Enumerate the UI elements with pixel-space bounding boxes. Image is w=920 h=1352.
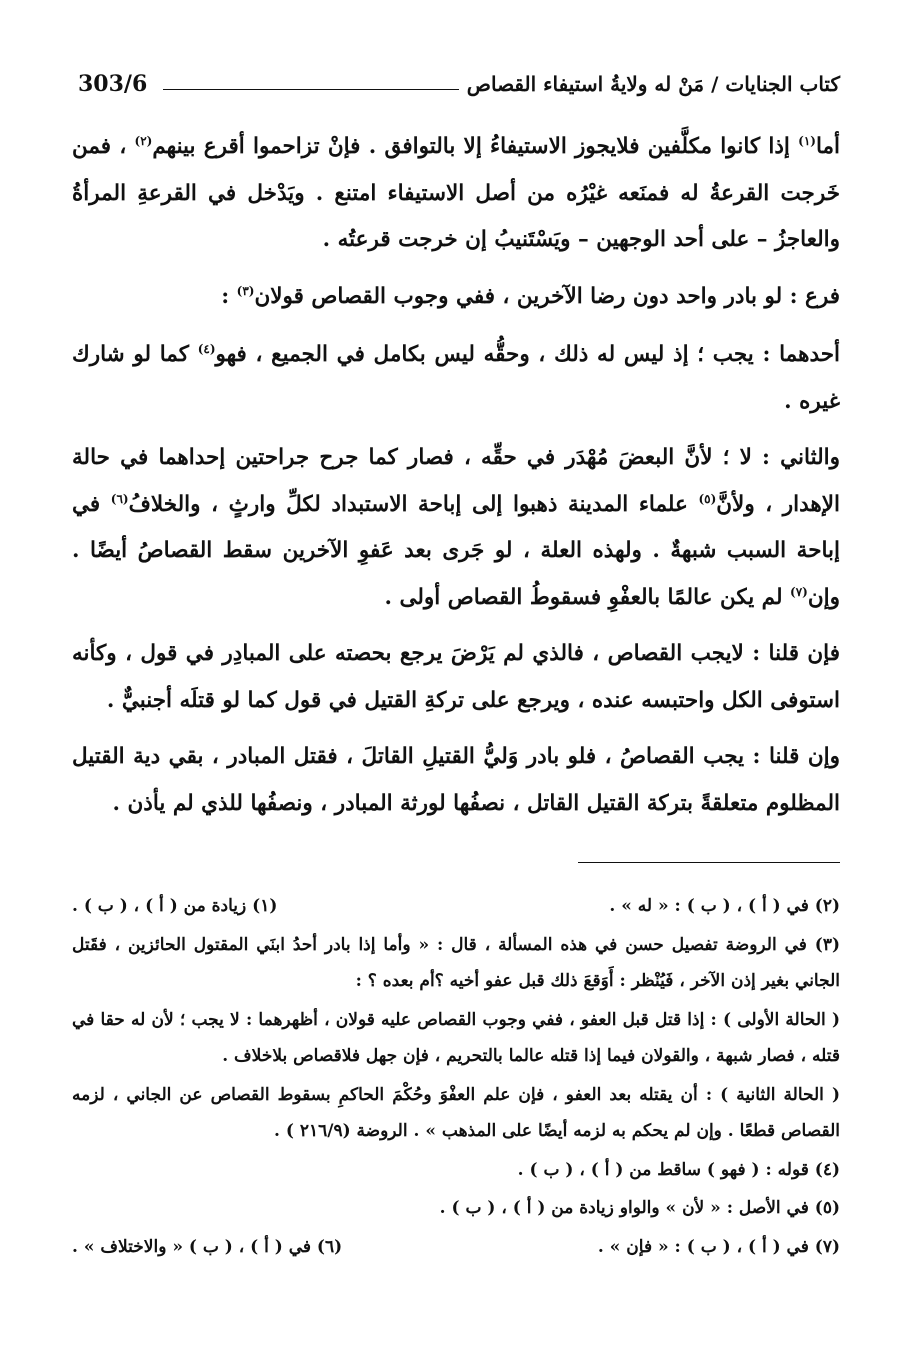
footnote-ref-7[interactable]: (٧) [790,584,808,599]
paragraph-first-opinion [72,332,840,425]
footnote-ref-5[interactable]: (٥) [698,491,717,506]
paragraph-if-obligatory: وإن قلنا : يجب القصاصُ ، فلو بادر وَليُّ القتيلِ القاتلَ ، فقتل المبادر ، بقي دية القتيل المظلوم متعلقةً بتركة القتيل القاتل ، نصفُها لورثة المبادر ، ونصفُها للذي لم يأذن . [72,744,840,816]
text-run: ، فمن خَرجت القرعةُ له فمنَعه غيْرُه من أصل الاستيفاء امتنع . ويَدْخل في القرعةِ المرأةُ والعاجزُ – على أحد الوجهين – ويَسْتَنيبُ إن خرجت قرعتُه . [72,134,840,252]
branch-label: فرع : [789,283,840,309]
footnote-7: (٧) في ( أ ) ، ( ب ) : « فإن » . [597,1236,840,1257]
footnote-row [72,888,840,925]
footnote-ref-6[interactable]: (٦) [110,491,129,506]
header-rule [163,89,459,90]
paragraph-if-not-obligatory: فإن قلنا : لايجب القصاص ، فالذي لم يَرْضَ يرجع بحصته على المبادِر في قول ، وكأنه استوفى الكل واحتبسه عنده ، ويرجع على تركةِ القتيل في قول كما لو قتلَه أجنبيٌّ . [72,641,840,713]
footnote-1: (١) زيادة من ( أ ) ، ( ب ) . [72,896,278,916]
text-run: في إباحة السبب شبهةٌ . ولهذه العلة ، لو جَرى بعد عَفوِ الآخرين سقط القصاصُ أيضًا . وإن [72,491,840,610]
text-run: علماء المدينة ذهبوا إلى إباحة الاستبداد لكلِّ وارثٍ ، والخلافُ [128,491,699,517]
footnote-5: (٥) في الأصل : « لأن » والواو زيادة من ( أ ) ، ( ب ) . [439,1198,840,1218]
footnote-ref-4[interactable]: (٤) [197,341,216,356]
footnote-row [72,1229,840,1266]
footnote-ref-2[interactable]: (٢) [134,133,153,148]
paragraph-second-opinion [72,435,840,621]
text-run: أحدهما : يجب ؛ إذ ليس له ذلك ، وحقُّه ليس بكامل في الجميع ، فهو [215,342,841,367]
running-title: كتاب الجنايات / مَنْ له ولايةُ استيفاء القصاص [466,72,840,96]
footnote-ref-3[interactable]: (٣) [236,283,255,298]
text-run: كما لو شارك غيره . [72,342,840,414]
footnotes [72,888,840,1267]
footnote-divider [578,862,840,863]
text-run: إذا كانوا مكلَّفين فلايجوز الاستيفاءُ إلا بالتوافق . فإنْ تزاحموا أقرع بينهم [152,134,799,159]
page-header [78,64,840,104]
footnote-3: (٣) في الروضة تفصيل حسن في هذه المسألة ، قال : « وأما إذا بادر أحدُ ابنَي المقتول الحائزين ، فقَتل الجاني بغير إذن الآخر ، فَيُنْظر : أَوَقعَ ذلك قبل عفو أخيه ؟أم بعده ؟ : [72,934,840,991]
paragraph-branch [72,274,840,321]
text-run: والثاني : لا ؛ لأنَّ البعضَ مُهْدَر في حقِّه ، فصار كما جرح جراحتين إحداهما في حالة الإهدار ، ولأنَّ [72,445,840,517]
text-run: لم يكن عالمًا بالعفْوِ فسقوطُ القصاص أولى . [384,584,791,610]
footnote-ref-1[interactable]: (١) [798,133,816,148]
footnote-2: (٢) في ( أ ) ، ( ب ) : « له » . [609,896,840,916]
text-run: لو بادر واحد دون رضا الآخرين ، ففي وجوب القصاص قولان [254,283,790,309]
text-run: : [221,283,237,309]
text-run: أما [815,134,840,159]
footnote-6: (٦) في ( أ ) ، ( ب ) « والاختلاف » . [72,1236,343,1257]
paragraph-1 [72,124,840,264]
footnote-3-state-2: ( الحالة الثانية ) : أن يقتله بعد العفو ، فإن علم العفْوَ وحُكْمَ الحاكمِ بسقوط القصاص عن الجاني ، لزمه القصاص قطعًا . وإن لم يحكم به لزمه أيضًا على المذهب » . الروضة (٢١٦/٩ ) . [72,1084,840,1141]
main-text [72,124,840,837]
footnote-3-state-1: ( الحالة الأولى ) : إذا قتل قبل العفو ، ففي وجوب القصاص عليه قولان ، أظهرهما : لا يجب ؛ لأن له حقا في قتله ، فصار شبهة ، والقولان فيما إذا قتله عالما بالتحريم ، فإن جهل فلاقصاص بلاخلاف . [72,1009,840,1066]
page-number: 303/6 [78,71,148,97]
footnote-4: (٤) قوله : ( فهو ) ساقط من ( أ ) ، ( ب ) . [517,1159,840,1180]
